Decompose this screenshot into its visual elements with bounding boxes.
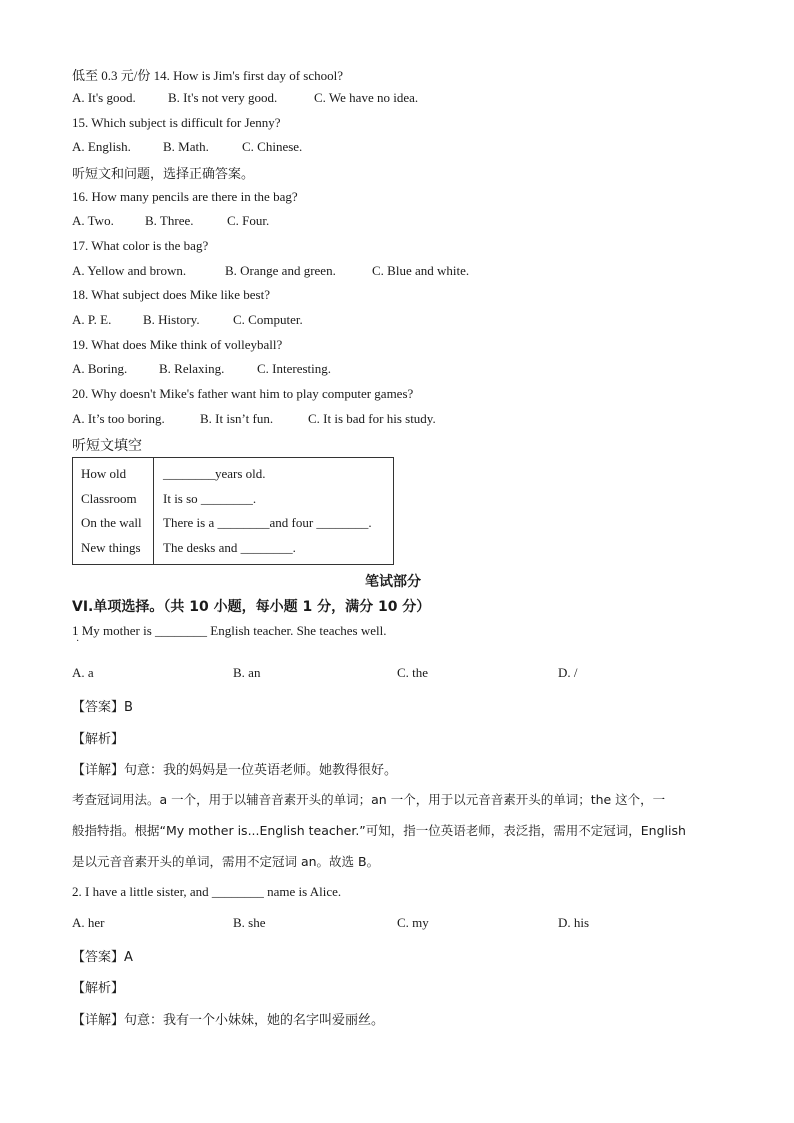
q14-option-c: C. We have no idea. [314,90,419,105]
question-18: 18. What subject does Mike like best? [72,287,270,302]
q1-option-c: C. the [397,665,429,680]
section-listen-heading: 听短文和问题，选择正确答案。 [72,167,255,182]
table-value-how-old: ________years old. [163,466,266,481]
q16-option-b: B. Three. [145,213,194,228]
q20-option-a: A. It’s too boring. [72,411,165,426]
table-label-new-things: New things [81,539,141,555]
q16-option-c: C. Four. [227,213,270,228]
q1-stem: 1 My mother is ________ English teacher. She teaches well. [72,623,387,638]
question-14: 低至 0.3 元/份 14. How is Jim's first day of school? [72,68,343,83]
table-label-classroom: Classroom [81,490,137,506]
q1-explanation-line-1: 考查冠词用法。a 一个，用于以辅音音素开头的单词；an 一个，用于以元音音素开头的单词；the 这个，一 [72,792,666,807]
q20-option-c: C. It is bad for his study. [308,411,436,426]
q19-option-a: A. Boring. [72,361,128,376]
q1-explanation-line-3: 是以元音音素开头的单词，需用不定冠词 an。故选 B。 [72,854,380,869]
q17-option-b: B. Orange and green. [225,263,336,278]
q18-option-b: B. History. [143,312,200,327]
q14-option-b: B. It's not very good. [168,90,278,105]
q19-option-b: B. Relaxing. [159,361,225,376]
q18-option-a: A. P. E. [72,312,112,327]
question-19: 19. What does Mike think of volleyball? [72,337,283,352]
section-fill-heading: 听短文填空 [72,438,142,454]
q1-explanation-line-2: 般指特指。根据“My mother is...English teacher.”可知，指一位英语老师，表泛指，需用不定冠词，English [72,823,686,838]
table-value-new-things: The desks and ________. [163,539,296,555]
q14-option-a: A. It's good. [72,90,136,105]
q2-detail: 【详解】句意：我有一个小妹妹，她的名字叫爱丽丝。 [72,1013,385,1028]
q1-detail: 【详解】句意：我的妈妈是一位英语老师。她教得很好。 [72,763,398,778]
table-value-on-the-wall: There is a ________and four ________. [163,515,372,530]
q2-option-d: D. his [558,915,590,930]
q1-answer: 【答案】B [72,700,133,715]
q18-option-c: C. Computer. [233,312,303,327]
table-label-how-old: How old [81,466,127,481]
q17-option-c: C. Blue and white. [372,263,470,278]
q2-analysis-label: 【解析】 [72,981,125,996]
written-part-title: 笔试部分 [365,574,421,590]
q1-option-b: B. an [233,665,261,680]
q1-option-a: A. a [72,665,94,680]
question-20: 20. Why doesn't Mike's father want him to play computer games? [72,386,414,401]
q2-stem: 2. I have a little sister, and ________ name is Alice. [72,884,342,899]
q2-option-c: C. my [397,915,429,930]
q2-answer: 【答案】A [72,950,133,965]
q20-option-b: B. It isn’t fun. [200,411,274,426]
q15-option-b: B. Math. [163,139,209,154]
table-label-on-the-wall: On the wall [81,515,142,530]
q1-analysis-label: 【解析】 [72,732,125,747]
table-value-classroom: It is so ________. [163,490,257,506]
section-vi-heading: VI.单项选择。（共 10 小题，每小题 1 分，满分 10 分） [72,599,431,615]
q15-option-a: A. English. [72,139,131,154]
q2-option-a: A. her [72,915,105,930]
table-label-column [73,458,154,565]
q17-option-a: A. Yellow and brown. [72,263,187,278]
fill-in-table [72,457,394,565]
q1-dot: · [76,636,80,647]
table-value-column [154,458,394,565]
question-15: 15. Which subject is difficult for Jenny? [72,115,281,130]
q16-option-a: A. Two. [72,213,114,228]
question-16: 16. How many pencils are there in the bag? [72,189,298,204]
q1-option-d: D. / [558,665,578,680]
q2-option-b: B. she [233,915,266,930]
q15-option-c: C. Chinese. [242,139,303,154]
question-17: 17. What color is the bag? [72,238,209,253]
q19-option-c: C. Interesting. [257,361,332,376]
